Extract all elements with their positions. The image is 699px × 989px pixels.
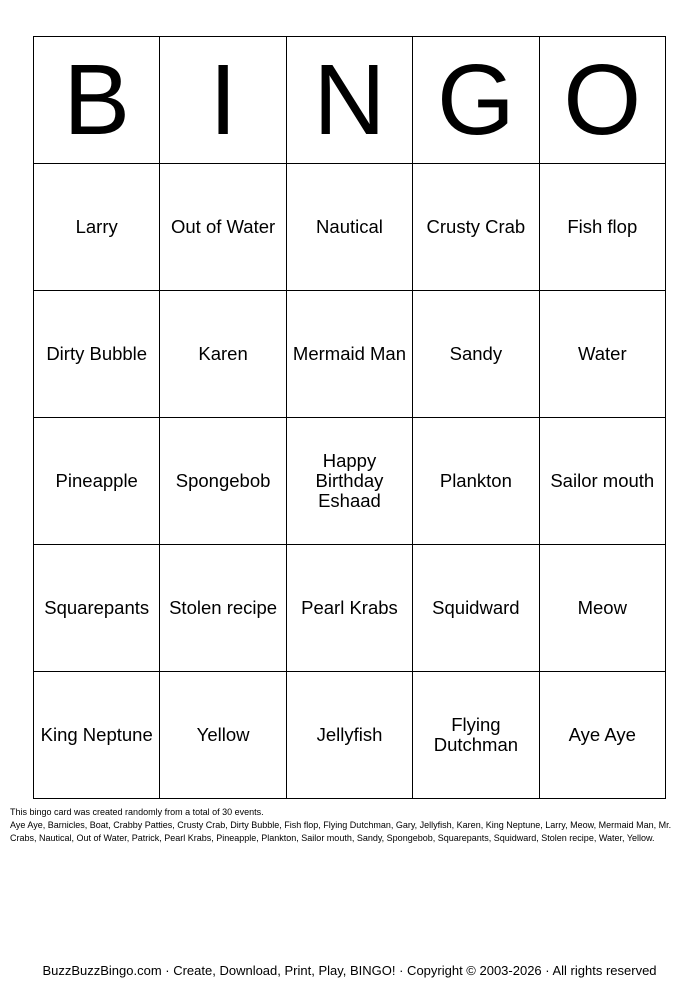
bingo-cell: Larry	[34, 164, 160, 291]
bingo-cell: Water	[539, 291, 665, 418]
bingo-cell: Plankton	[413, 418, 539, 545]
bingo-header-row	[34, 37, 666, 164]
bingo-cell: Dirty Bubble	[34, 291, 160, 418]
bingo-header-letter: N	[286, 37, 412, 164]
bingo-cell: Crusty Crab	[413, 164, 539, 291]
footnote-intro: This bingo card was created randomly from a total of 30 events.	[10, 807, 264, 817]
bingo-free-cell: Happy Birthday Eshaad	[286, 418, 412, 545]
bingo-cell: Squidward	[413, 545, 539, 672]
bingo-cell: Yellow	[160, 672, 286, 799]
bingo-cell: Spongebob	[160, 418, 286, 545]
bingo-cell: Flying Dutchman	[413, 672, 539, 799]
bingo-cell: Meow	[539, 545, 665, 672]
bingo-header-letter: O	[539, 37, 665, 164]
bingo-cell: Karen	[160, 291, 286, 418]
bingo-cell: Pineapple	[34, 418, 160, 545]
bingo-header-letter: G	[413, 37, 539, 164]
bingo-cell: Mermaid Man	[286, 291, 412, 418]
bingo-row	[34, 164, 666, 291]
bingo-cell: Nautical	[286, 164, 412, 291]
bingo-row	[34, 418, 666, 545]
bingo-cell: Stolen recipe	[160, 545, 286, 672]
bingo-cell: Squarepants	[34, 545, 160, 672]
bingo-card	[33, 36, 666, 799]
bingo-cell: Jellyfish	[286, 672, 412, 799]
bingo-cell: Pearl Krabs	[286, 545, 412, 672]
bingo-header-letter: I	[160, 37, 286, 164]
bingo-row	[34, 291, 666, 418]
bingo-cell: King Neptune	[34, 672, 160, 799]
bingo-header-letter: B	[34, 37, 160, 164]
bingo-row	[34, 672, 666, 799]
bingo-cell: Fish flop	[539, 164, 665, 291]
footnote-events-list: Aye Aye, Barnicles, Boat, Crabby Patties, Crusty Crab, Dirty Bubble, Fish flop, Flying Dutchman, Gary, Jellyfish, Karen, King Neptune, Larry, Meow, Mermaid Man, Mr. Crabs, Nautical, Out of Water, Patrick, Pearl Krabs, Pineapple, Plankton, Sailor mouth, Sandy, Spongebob, Squarepants, Squidward, Stolen recipe, Water, Yellow.	[10, 820, 672, 843]
site-footer: BuzzBuzzBingo.com · Create, Download, Print, Play, BINGO! · Copyright © 2003-2026 · All rights reserved	[42, 963, 657, 978]
card-footnote	[10, 806, 690, 845]
bingo-cell: Sandy	[413, 291, 539, 418]
bingo-row	[34, 545, 666, 672]
bingo-cell: Sailor mouth	[539, 418, 665, 545]
bingo-cell: Out of Water	[160, 164, 286, 291]
bingo-cell: Aye Aye	[539, 672, 665, 799]
